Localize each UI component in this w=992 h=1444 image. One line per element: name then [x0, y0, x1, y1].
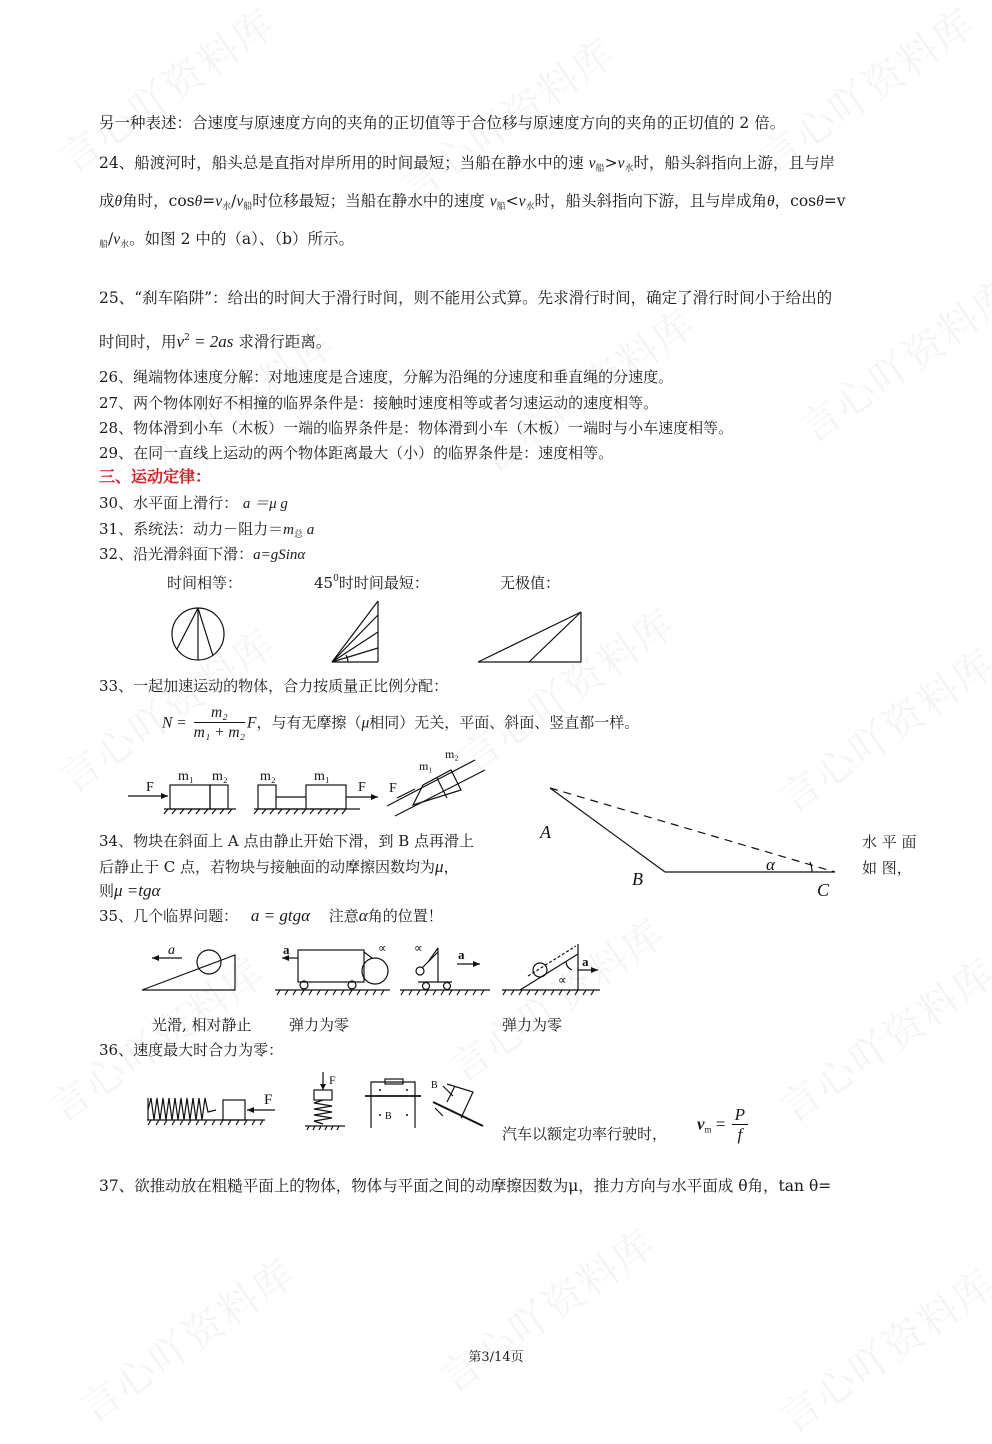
- caption-no-extreme: 无极值：: [500, 574, 561, 592]
- svg-text:B: B: [632, 869, 643, 889]
- connected-blocks-diagram: [120, 755, 400, 815]
- critical-cases-diagrams: [140, 940, 600, 1000]
- magnetic-field-rod-diagram: [365, 1078, 495, 1130]
- paragraph-33: 33、一起加速运动的物体，合力按质量正比例分配：: [99, 677, 449, 695]
- svg-text:a: a: [283, 942, 290, 957]
- caption-elastic-force-zero-2: 弹力为零: [502, 1016, 563, 1034]
- svg-text:m₁: m₁: [178, 769, 194, 784]
- paragraph-30: 30、水平面上滑行： a ＝μ g: [99, 494, 288, 512]
- paragraph-24-line1: 24、船渡河时，船头总是直指对岸所用的时间最短；当船在静水中的速 $v_船>v_水$时，船头斜指向上游，且与岸: [99, 154, 835, 174]
- paragraph-28: 28、物体滑到小车（木板）一端的临界条件是：物体滑到小车（木板）一端时与小车速度相等。: [99, 419, 734, 437]
- paragraph-26: 26、绳端物体速度分解：对地速度是合速度，分解为沿绳的分速度和垂直绳的分速度。: [99, 368, 674, 386]
- svg-text:m₂: m₂: [212, 769, 228, 784]
- paragraph-32: 32、沿光滑斜面下滑：a=gSinα: [99, 545, 306, 563]
- svg-text:F: F: [389, 781, 397, 796]
- svg-text:m₁: m₁: [419, 759, 433, 773]
- fraction: $\frac{\text{m₂}}{\text{m₁ + m₂}}$: [193, 704, 245, 741]
- formula-33: N = $\frac{\text{m₂}}{\text{m₁ + m₂}}$ F，与有无摩擦（μ相同）无关，平面、斜面、竖直都一样。: [162, 704, 640, 741]
- svg-text:C: C: [817, 880, 830, 900]
- svg-text:m₂: m₂: [445, 747, 459, 761]
- svg-text:∝: ∝: [414, 941, 423, 955]
- svg-text:∝: ∝: [378, 941, 387, 955]
- paragraph-34-right1: 水 平 面: [862, 833, 917, 851]
- svg-text:F: F: [329, 1073, 336, 1087]
- svg-text:A: A: [540, 822, 551, 842]
- svg-text:F: F: [264, 1092, 273, 1108]
- paragraph-25-line2: 时间时，用$v^2 = 2as$ 求滑行距离。: [99, 332, 332, 351]
- caption-equal-time: 时间相等：: [167, 574, 243, 592]
- paragraph-24-line2: 成θ角时，$\cos\theta=v_水/v_船$时位移最短；当船在静水中的速度 $v_船<v_水$时，船头斜指向下游，且与岸成角θ，cosθ=v: [99, 192, 846, 212]
- svg-text:a: a: [458, 947, 465, 962]
- page-number: 第3/14页: [468, 1350, 524, 1365]
- caption-elastic-force-zero-1: 弹力为零: [289, 1016, 350, 1034]
- caption-smooth-relative-rest: 光滑, 相对静止: [152, 1016, 252, 1034]
- svg-text:B: B: [385, 1111, 392, 1122]
- paragraph-35: 35、几个临界问题： a = gtgα 注意α角的位置！: [99, 906, 443, 925]
- incline-no-extreme-diagram: [476, 610, 586, 664]
- paragraph-36: 36、速度最大时合力为零：: [99, 1041, 284, 1059]
- paragraph-29: 29、在同一直线上运动的两个物体距离最大（小）的临界条件是：速度相等。: [99, 444, 614, 462]
- svg-text:m₁: m₁: [314, 769, 330, 784]
- svg-text:m₂: m₂: [260, 769, 276, 784]
- incline-45-degree-diagram: [330, 598, 380, 664]
- paragraph-34-line1: 34、物块在斜面上 A 点由静止开始下滑，到 B 点再滑上: [99, 832, 475, 850]
- fraction: $\frac{P}{f}$: [732, 1106, 748, 1145]
- paragraph-24-line3: $_船/v_水$。如图 2 中的（a）、（b）所示。: [99, 230, 355, 250]
- paragraph-23-alt: 另一种表述：合速度与原速度方向的夹角的正切值等于合位移与原速度方向的夹角的正切值的 2 倍。: [99, 114, 786, 132]
- paragraph-34-right2: 如 图，: [862, 859, 912, 877]
- svg-text:F: F: [146, 780, 154, 795]
- paragraph-34-line3: 则μ =tgα: [99, 881, 161, 900]
- car-rated-power-text: 汽车以额定功率行驶时，: [502, 1125, 668, 1143]
- incline-blocks-diagram: [385, 747, 495, 820]
- caption-45-shortest: $45^0$时时间最短：: [314, 574, 429, 592]
- paragraph-25-line1: 25、“刹车陷阱”：给出的时间大于滑行时间，则不能用公式算。先求滑行时间，确定了滑行时间小于给出的: [99, 289, 833, 307]
- vertical-spring-diagram: [305, 1070, 355, 1132]
- section-heading-laws-of-motion: 三、运动定律：: [99, 467, 212, 486]
- svg-text:a: a: [582, 954, 589, 969]
- svg-text:α: α: [766, 855, 775, 874]
- svg-text:F: F: [358, 780, 366, 795]
- abc-slope-diagram: [530, 780, 850, 900]
- paragraph-27: 27、两个物体刚好不相撞的临界条件是：接触时速度相等或者匀速运动的速度相等。: [99, 394, 659, 412]
- paragraph-31: 31、系统法：动力－阻力$=m_总$ a: [99, 520, 315, 540]
- spring-block-diagram: [145, 1080, 285, 1130]
- vmax-formula: $v_m$ = $\frac{P}{f}$: [697, 1106, 750, 1145]
- paragraph-37: 37、欲推动放在粗糙平面上的物体，物体与平面之间的动摩擦因数为μ，推力方向与水平面成 θ角，tan θ=: [99, 1177, 832, 1195]
- svg-text:∝: ∝: [558, 973, 567, 987]
- paragraph-34-line2: 后静止于 C 点，若物块与接触面的动摩擦因数均为μ，: [99, 857, 459, 876]
- svg-text:a: a: [168, 943, 175, 958]
- circle-chords-diagram: [170, 605, 230, 665]
- svg-text:B: B: [431, 1080, 438, 1091]
